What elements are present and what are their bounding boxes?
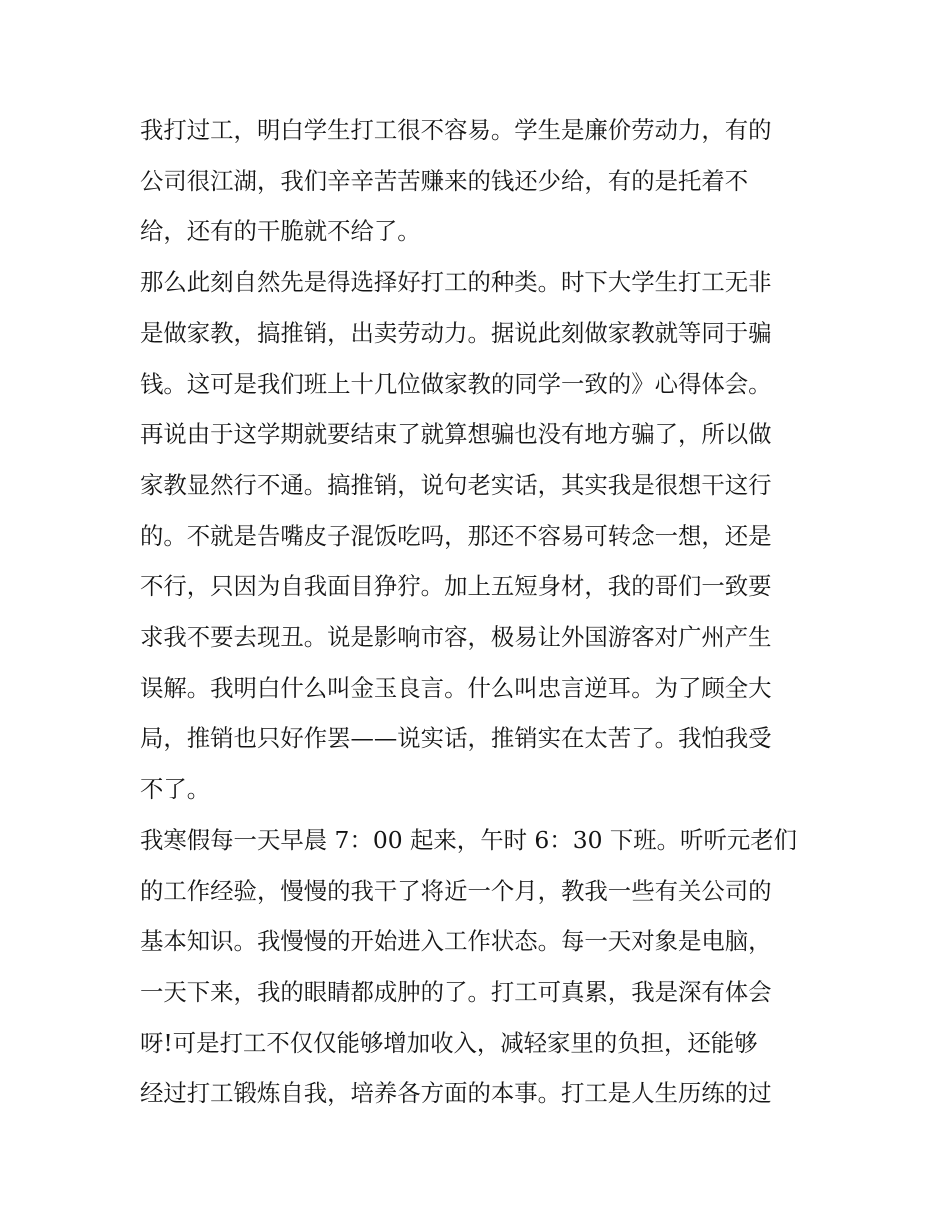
text-line: 局，推销也只好作罢——说实话，推销实在太苦了。我怕我受 [140,724,772,753]
text-line: 那么此刻自然先是得选择好打工的种类。时下大学生打工无非 [140,268,772,297]
text-line: 经过打工锻炼自我，培养各方面的本事。打工是人生历练的过 [140,1079,772,1108]
text-line: 是做家教，搞推销，出卖劳动力。据说此刻做家教就等同于骗 [140,318,772,347]
text-line: 公司很江湖，我们辛辛苦苦赚来的钱还少给，有的是托着不 [140,166,749,195]
text-line: 基本知识。我慢慢的开始进入工作状态。每一天对象是电脑， [140,927,772,956]
text-line: 误解。我明白什么叫金玉良言。什么叫忠言逆耳。为了顾全大 [140,673,772,702]
text-line: 不了。 [140,775,211,804]
text-line: 我打过工，明白学生打工很不容易。学生是廉价劳动力，有的 [140,116,772,144]
text-line: 呀!可是打工不仅仅能够增加收入，减轻家里的负担，还能够 [140,1028,758,1057]
text-line: 的工作经验，慢慢的我干了将近一个月，教我一些有关公司的 [140,876,772,905]
text-line: 钱。这可是我们班上十几位做家教的同学一致的》心得体会。 [140,369,772,398]
text-line: 求我不要去现丑。说是影响市容，极易让外国游客对广州产生 [140,623,772,652]
text-line: 家教显然行不通。搞推销，说句老实话，其实我是很想干这行 [140,470,772,499]
text-line: 给，还有的干脆就不给了。 [140,217,421,246]
body-text [140,105,812,1119]
text-line: 再说由于这学期就要结束了就算想骗也没有地方骗了，所以做 [140,420,772,449]
text-line: 不行，只因为自我面目狰狞。加上五短身材，我的哥们一致要 [140,572,772,601]
text-line: 一天下来，我的眼睛都成肿的了。打工可真累，我是深有体会 [140,977,772,1006]
text-line: 的。不就是告嘴皮子混饭吃吗，那还不容易可转念一想，还是 [140,521,772,550]
text-line: 我寒假每一天早晨 7：00 起来，午时 6：30 下班。听听元老们 [140,825,798,854]
